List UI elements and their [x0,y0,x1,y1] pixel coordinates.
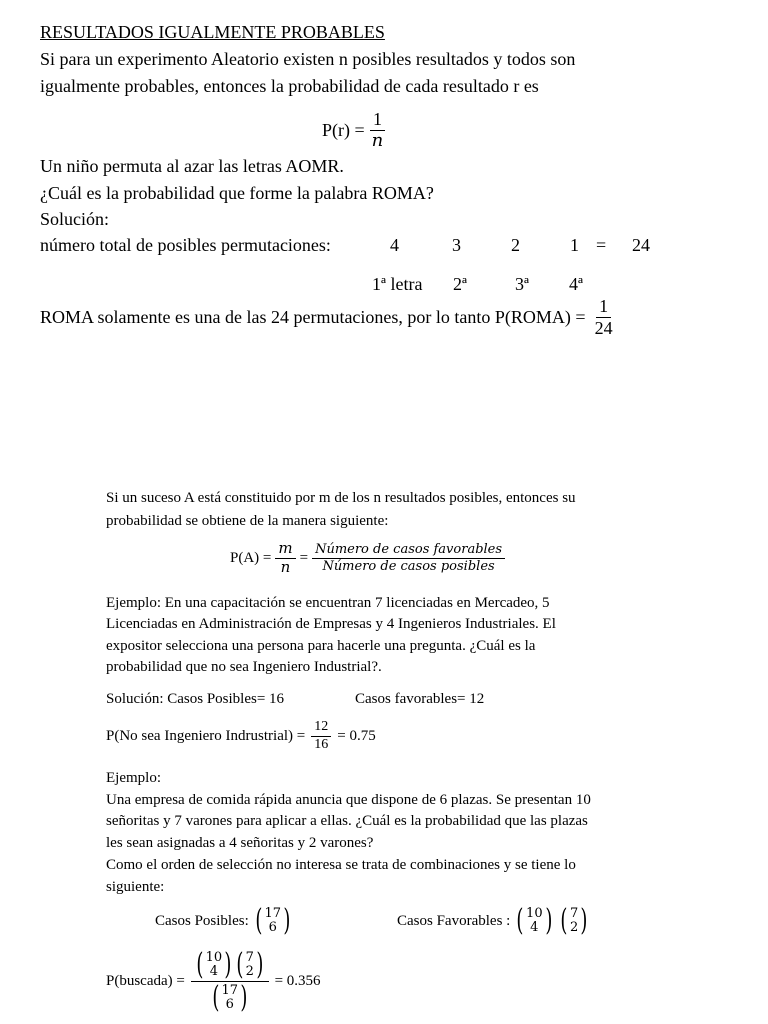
solution-favorables: Casos favorables= 12 [355,691,485,707]
equals-sign: = [596,235,607,255]
pa-num-m: m [275,541,295,559]
example2-line-5: siguiente: [106,879,165,895]
position-label-4: 4ª [569,274,583,294]
p-no-ingeniero [106,720,376,752]
example1-line-3: expositor selecciona una persona para hacerle una pregunta. ¿Cuál es la [106,638,536,654]
intro-line-1: Si para un experimento Aleatorio existen n posibles resultados y todos son [40,49,576,69]
binomial-bottom: 4 [530,920,539,935]
p-buscada-fraction [191,947,269,1015]
binomial-top: 7 [245,950,254,966]
casos-posibles-label: Casos Posibles: [155,912,249,929]
factor-2: 3 [452,235,461,255]
conclusion [40,297,616,338]
p-buscada-lhs: P(buscada) = [106,973,185,989]
formula-denominator: n [371,129,384,151]
problem-line-2: ¿Cuál es la probabilidad que forme la palabra ROMA? [40,183,434,203]
p-no-lhs: P(No sea Ingeniero Indrustrial) = [106,727,306,744]
total-permutations-label: número total de posibles permutaciones: [40,235,331,255]
conclusion-numerator: 1 [596,297,611,318]
binomial-top: 10 [205,950,223,966]
binomial-bottom: 2 [570,920,579,935]
binomial-7-2: ( 7 2 ) [560,903,588,938]
p-no-fraction [311,720,331,752]
binomial-17-6: ( 17 6 ) [212,980,248,1015]
casos-favorables-label: Casos Favorables : [397,912,511,929]
factor-1: 4 [390,235,399,255]
pa-fraction-mn [275,541,295,576]
binomial-bottom: 6 [225,997,234,1012]
binomial-bottom: 6 [268,920,277,935]
p-no-denominator: 16 [314,736,329,752]
conclusion-fraction [592,297,616,338]
formula-numerator: 1 [370,110,385,131]
factor-4: 1 [570,235,579,255]
binomial-top: 17 [264,906,282,922]
p-buscada-result: = 0.356 [274,973,321,989]
pa-fraction-words [312,543,505,573]
p-buscada [106,947,321,1015]
p-buscada-numerator [191,947,269,982]
pa-den-n: n [280,557,291,576]
casos-posibles [155,903,293,938]
p-no-result: = 0.75 [337,727,376,744]
section-title: RESULTADOS IGUALMENTE PROBABLES [40,22,385,42]
position-label-3: 3ª [515,274,529,294]
intro-line-2: igualmente probables, entonces la probabilidad de cada resultado r es [40,76,539,96]
definition-line-2: probabilidad se obtiene de la manera siguiente: [106,513,389,529]
position-label-1: 1ª letra [372,274,423,294]
binomial-top: 17 [221,983,238,999]
binomial-bottom: 4 [209,964,218,979]
formula-fraction [369,110,387,151]
factor-3: 2 [511,235,520,255]
formula-lhs: P(r) = [322,119,365,140]
pa-num-words: Número de casos favorables [312,543,505,559]
example2-line-3: les sean asignadas a 4 señoritas y 2 varones? [106,835,374,851]
binomial-bottom: 2 [245,964,254,979]
pa-lhs: P(A) = [230,549,272,566]
binomial-17-6: ( 17 6 ) [255,903,291,938]
position-label-2: 2ª [453,274,467,294]
binomial-top: 7 [570,906,579,922]
conclusion-denominator: 24 [594,317,613,338]
probability-formula [322,110,386,151]
solution-posibles: Solución: Casos Posibles= 16 [106,691,285,707]
conclusion-text: ROMA solamente es una de las 24 permutaciones, por lo tanto P(ROMA) = [40,306,586,327]
example2-label: Ejemplo: [106,770,161,786]
casos-favorables [397,903,590,938]
binomial-10-4: ( 10 4 ) [196,947,232,982]
solution-label: Solución: [40,209,110,229]
p-buscada-denominator [207,982,253,1013]
binomial-top: 10 [526,906,543,922]
definition-line-1: Si un suceso A está constituido por m de los n resultados posibles, entonces su [106,490,576,506]
example2-line-4: Como el orden de selección no interesa se trata de combinaciones y se tiene lo [106,857,576,873]
example1-line-4: probabilidad que no sea Ingeniero Industrial?. [106,659,382,675]
binomial-7-2: ( 7 2 ) [236,947,264,982]
total-value: 24 [632,235,650,255]
example1-line-1: Ejemplo: En una capacitación se encuentran 7 licenciadas en Mercadeo, 5 [106,595,550,611]
example2-line-1: Una empresa de comida rápida anuncia que dispone de 6 plazas. Se presentan 10 [106,792,591,808]
pa-formula [230,541,505,576]
pa-equals: = [299,549,309,566]
example1-line-2: Licenciadas en Administración de Empresas y 4 Ingenieros Industriales. El [106,616,556,632]
binomial-10-4: ( 10 4 ) [516,903,552,938]
p-no-numerator: 12 [311,720,331,737]
problem-line-1: Un niño permuta al azar las letras AOMR. [40,156,344,176]
pa-den-words: Número de casos posibles [322,558,495,574]
example2-line-2: señoritas y 7 varones para aplicar a ellas. ¿Cuál es la probabilidad que las plazas [106,813,588,829]
